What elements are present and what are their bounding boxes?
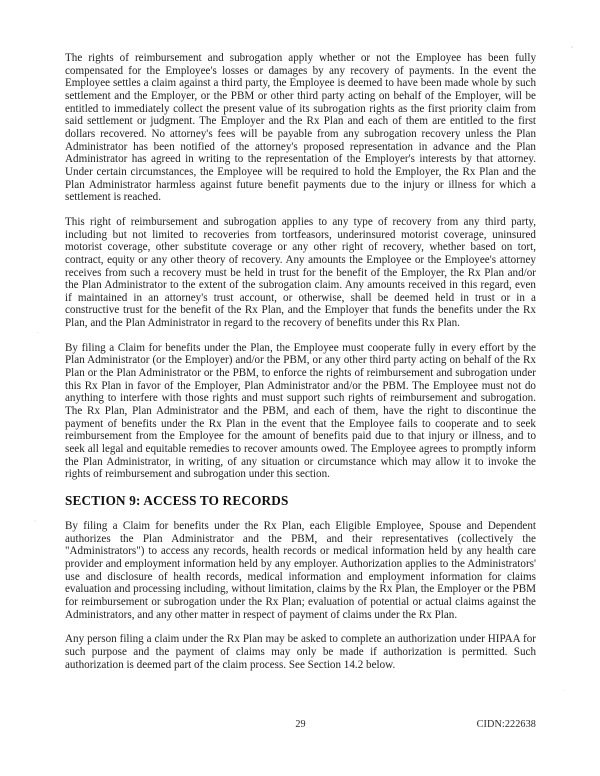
scan-artifact-speck [34, 520, 36, 522]
scan-artifact-speck [37, 332, 39, 333]
body-paragraph: The rights of reimbursement and subrogation apply whether or not the Employee has been fully compensated for the Employee's losses or damages by any recovery of payments. In the event the Employee settles a claim against a third party, the Employee is deemed to have been made whole by such settlement and the Employer, or the PBM or other third party acting on behalf of the Employer, will be entitled to immediately collect the present value of its subrogation rights as the first priority claim from said settlement or judgment. The Employer and the Rx Plan and each of them are entitled to the first dollars recovered. No attorney's fees will be payable from any subrogation recovery unless the Plan Administrator has been notified of the attorney's proposed representation in advance and the Plan Administrator has agreed in writing to the representation of the Employer's interests by that attorney. Under certain circumstances, the Employee will be required to hold the Employer, the Rx Plan and the Plan Administrator harmless against future benefit payments due to the injury or illness for which a settlement is reached. [65, 52, 536, 204]
section-heading: SECTION 9: ACCESS TO RECORDS [65, 493, 289, 508]
body-paragraph: Any person filing a claim under the Rx Plan may be asked to complete an authorization under HIPAA for such purpose and the payment of claims may only be made if authorization is permitted. Such authorization is deemed part of the claim process. See Section 14.2 below. [65, 633, 536, 671]
document-id: CIDN:222638 [476, 719, 536, 730]
document-body [65, 52, 536, 683]
body-paragraph: This right of reimbursement and subrogation applies to any type of recovery from any third party, including but not limited to recoveries from tortfeasors, underinsured motorist coverage, uninsured motorist coverage, other substitute coverage or any other right of recovery, whether based on tort, contract, equity or any other theory of recovery. Any amounts the Employee or the Employee's attorney receives from such a recovery must be held in trust for the benefit of the Employer, the Rx Plan and/or the Plan Administrator to the extent of the subrogation claim. Any amounts received in this regard, even if maintained in an attorney's trust account, or otherwise, shall be deemed held in trust or in a constructive trust for the benefit of the Rx Plan, and the Employer that funds the benefits under the Rx Plan, and the Plan Administrator in regard to the recovery of benefits under this Rx Plan. [65, 215, 536, 330]
scan-artifact-speck [563, 690, 565, 691]
body-paragraph: By filing a Claim for benefits under the Plan, the Employee must cooperate fully in every effort by the Plan Administrator (or the Employer) and/or the PBM, or any other third party acting on behalf of the Rx Plan or the Plan Administrator or the PBM, to enforce the rights of reimbursement and subrogation under this Rx Plan in favor of the Employer, Plan Administrator and/or the PBM. The Employee must not do anything to interfere with those rights and must support such rights of reimbursement and subrogation. The Rx Plan, Plan Administrator and the PBM, and each of them, have the right to discontinue the payment of benefits under the Rx Plan in the event that the Employee fails to cooperate and to seek reimbursement from the Employee for the amount of benefits paid due to that injury or illness, and to seek all legal and equitable remedies to recover amounts owed. The Employee agrees to promptly inform the Plan Administrator, in writing, of any situation or circumstance which may allow it to invoke the rights of reimbursement and subrogation under this section. [65, 341, 536, 481]
scan-artifact-speck [571, 46, 573, 48]
page-footer [65, 718, 536, 734]
body-paragraph: By filing a Claim for benefits under the Rx Plan, each Eligible Employee, Spouse and Dependent authorizes the Plan Administrator and the PBM, and their representatives (collectively the "Administrators") to access any records, health records or medical information held by any health care provider and employment information held by any employer. Authorization applies to the Administrators' use and disclosure of health records, medical information and employment information for claims evaluation and processing including, without limitation, claims by the Rx Plan, the Employer or the PBM for reimbursement or subrogation under the Rx Plan; evaluation of potential or actual claims against the Administrators, and any other matter in respect of payment of claims under the Rx Plan. [65, 520, 536, 621]
page-number: 29 [295, 719, 306, 730]
